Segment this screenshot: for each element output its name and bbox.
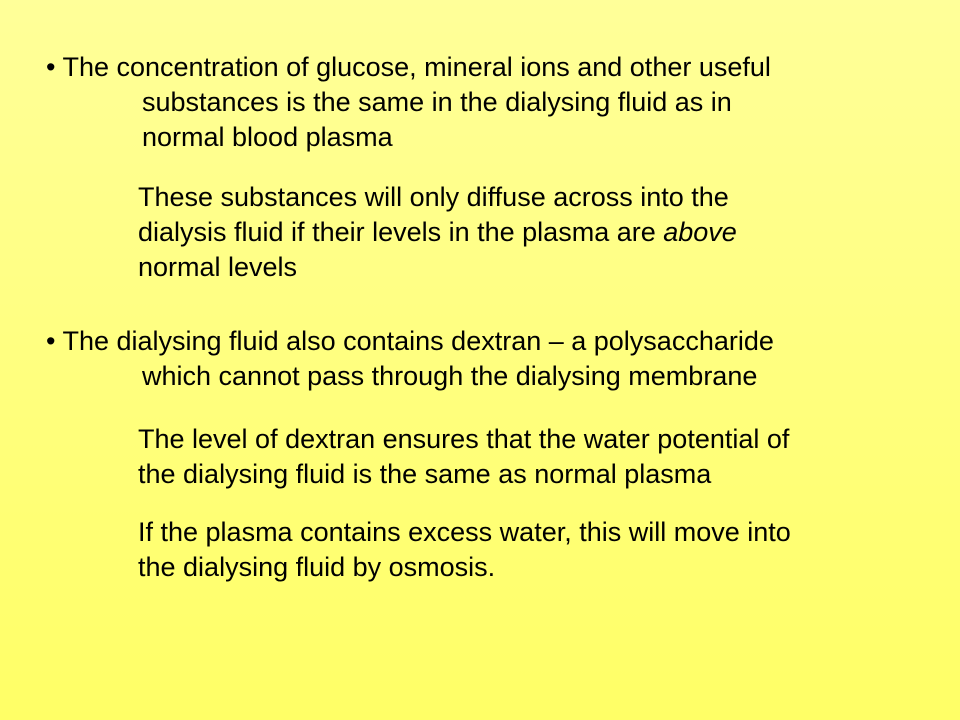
bullet-2-note-1 [138,422,789,492]
note-line [138,515,791,550]
note-text: the dialysing fluid by osmosis. [138,552,496,582]
bullet-2-line-2: which cannot pass through the dialysing membrane [142,361,758,391]
bullet-1-note-1 [138,180,737,285]
note-line [138,250,737,285]
bullet-1-line-1: • The concentration of glucose, mineral ions and other useful [46,52,771,82]
note-line [138,180,737,215]
note-text: If the plasma contains excess water, this will move into [138,517,791,547]
bullet-2 [46,324,774,394]
bullet-2-line-1: • The dialysing fluid also contains dextran – a polysaccharide [46,326,774,356]
note-text: the dialysing fluid is the same as normal plasma [138,459,712,489]
note-line [138,215,737,250]
note-line [138,422,789,457]
note-text: dialysis fluid if their levels in the plasma are [138,217,664,247]
bullet-1-line-2: substances is the same in the dialysing fluid as in [142,87,732,117]
bullet-1-line-3: normal blood plasma [142,122,393,152]
note-line [138,550,791,585]
bullet-1 [46,50,771,155]
note-text: The level of dextran ensures that the water potential of [138,424,790,454]
note-line [138,457,789,492]
note-text: normal levels [138,252,298,282]
bullet-2-note-2 [138,515,791,585]
emphasis-text: above [663,217,737,247]
note-text: These substances will only diffuse across into the [138,182,729,212]
